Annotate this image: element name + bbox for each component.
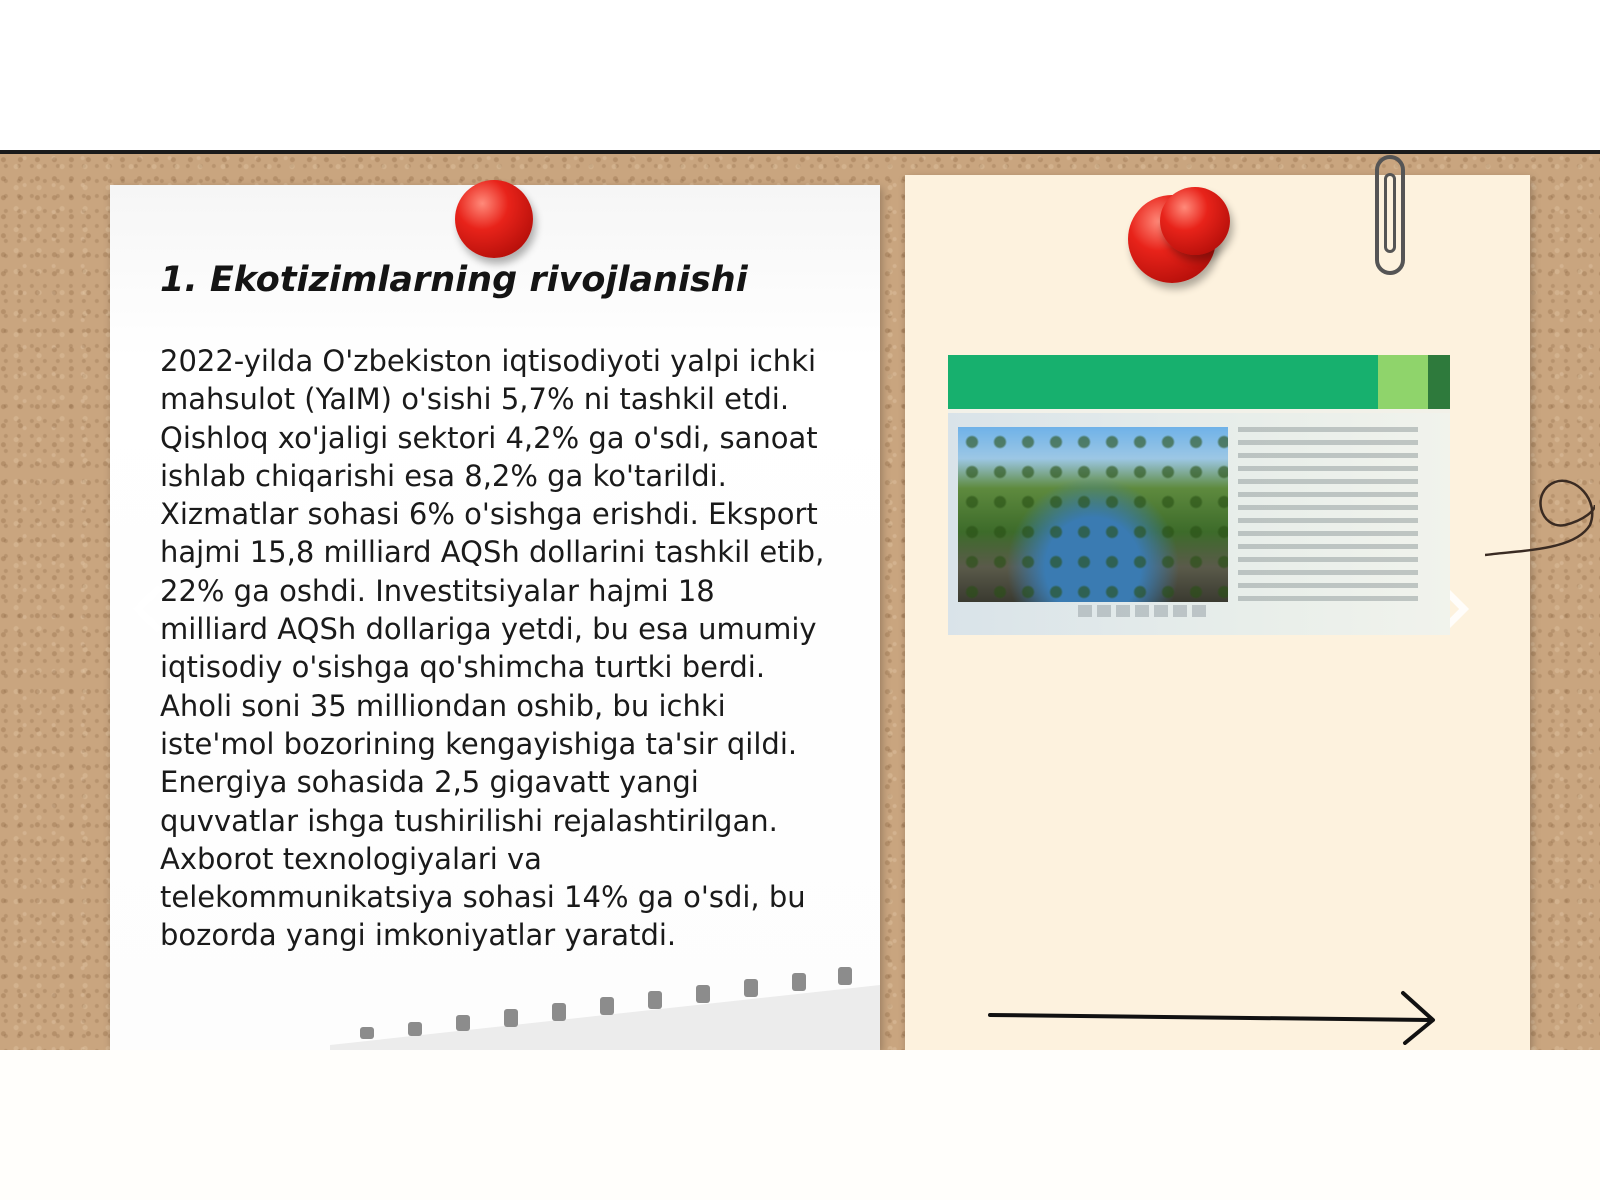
body-line: 22% ga oshdi. Investitsiyalar hajmi 18 [160, 573, 715, 608]
forest-river-photo [958, 427, 1228, 602]
card-footer-text [1078, 605, 1208, 617]
top-margin [0, 0, 1600, 150]
paperclip-icon [1375, 155, 1405, 275]
card-header-accent [1378, 355, 1428, 409]
body-line: Xizmatlar sohasi 6% o'sishga erishdi. Eksport [160, 497, 818, 532]
body-line: Axborot texnologiyalari va [160, 841, 542, 876]
body-line: iste'mol bozorining kengayishiga ta'sir qildi. [160, 726, 798, 761]
bottom-margin [0, 1050, 1600, 1200]
body-line: Aholi soni 35 milliondan oshib, bu ichki [160, 688, 726, 723]
body-line: Energiya sohasida 2,5 gigavatt yangi [160, 765, 699, 800]
body-line: 2022-yilda O'zbekiston iqtisodiyoti yalpi ichki [160, 344, 817, 378]
card-header-accent-dark [1428, 355, 1450, 409]
body-line: telekommunikatsiya sohasi 14% ga o'sdi, bu [160, 880, 806, 915]
body-line: mahsulot (YaIM) o'sishi 5,7% ni tashkil etdi. [160, 382, 790, 417]
doodle-loop-icon [1485, 470, 1595, 560]
slide-title: 1. Ekotizimlarning rivojlanishi [160, 260, 748, 300]
card-header-bar [948, 355, 1378, 409]
body-line: Qishloq xo'jaligi sektori 4,2% ga o'sdi, sanoat [160, 420, 818, 455]
slide-body-text [160, 342, 860, 955]
body-line: quvvatlar ishga tushirilishi rejalashtirilgan. [160, 803, 778, 838]
body-line: iqtisodiy o'sishga qo'shimcha turtki berdi. [160, 650, 766, 685]
thumbnail-card [948, 355, 1450, 635]
push-pin-icon [1160, 187, 1230, 255]
arrow-right-icon [985, 985, 1445, 1045]
body-line: milliard AQSh dollariga yetdi, bu esa umumiy [160, 612, 817, 647]
torn-paper-edge [330, 965, 880, 1055]
body-line: hajmi 15,8 milliard AQSh dollarini tashkil etib, [160, 535, 825, 570]
push-pin-icon [455, 180, 533, 258]
card-text-block [1238, 427, 1418, 602]
body-line: ishlab chiqarishi esa 8,2% ga ko'tarildi. [160, 458, 727, 493]
body-line: bozorda yangi imkoniyatlar yaratdi. [160, 918, 677, 953]
